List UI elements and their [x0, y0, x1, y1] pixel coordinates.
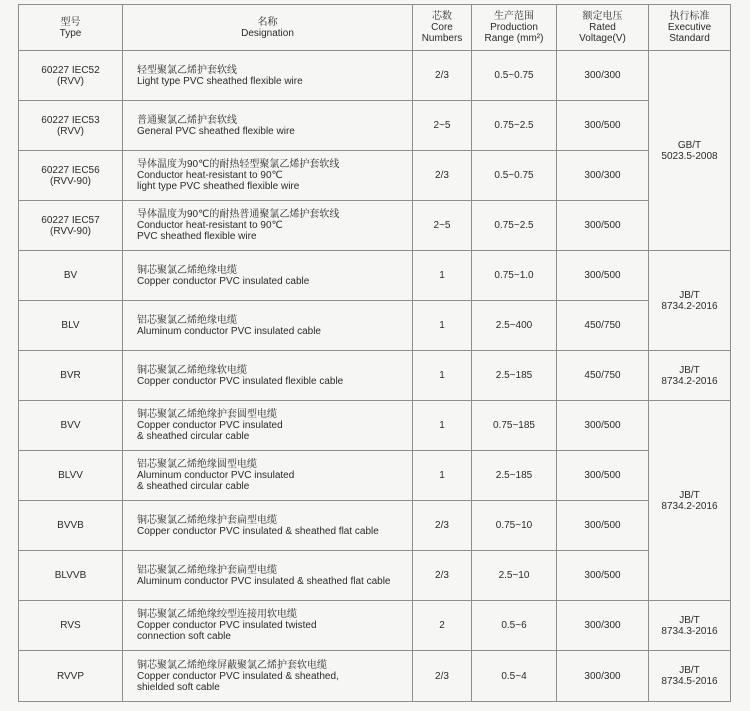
- type-cell: BVR: [19, 351, 123, 401]
- header-rated-voltage: 额定电压 Rated Voltage(V): [557, 5, 649, 51]
- core-cell: 2/3: [413, 151, 472, 201]
- core-cell: 1: [413, 301, 472, 351]
- table-row: [19, 401, 731, 451]
- type-cell: BVV: [19, 401, 123, 451]
- type-cell: 60227 IEC57 (RVV-90): [19, 201, 123, 251]
- table-row: [19, 451, 731, 501]
- table-row: [19, 251, 731, 301]
- standard-cell: JB/T 8734.2-2016: [649, 351, 731, 401]
- standard-cell: JB/T 8734.2-2016: [649, 401, 731, 601]
- range-cell: 0.5~0.75: [472, 151, 557, 201]
- voltage-cell: 300/300: [557, 51, 649, 101]
- voltage-cell: 300/500: [557, 501, 649, 551]
- core-cell: 1: [413, 351, 472, 401]
- core-cell: 2/3: [413, 551, 472, 601]
- type-cell: BV: [19, 251, 123, 301]
- table-row: [19, 601, 731, 651]
- range-cell: 2.5~10: [472, 551, 557, 601]
- type-cell: BLVVB: [19, 551, 123, 601]
- type-cell: BLVV: [19, 451, 123, 501]
- header-executive-standard: 执行标准 Executive Standard: [649, 5, 731, 51]
- designation-cell: 铜芯聚氯乙烯绝缘绞型连接用软电缆 Copper conductor PVC insulated twisted connection soft cable: [123, 601, 413, 651]
- cable-spec-table: [18, 4, 731, 702]
- table-row: [19, 201, 731, 251]
- voltage-cell: 300/500: [557, 101, 649, 151]
- voltage-cell: 300/500: [557, 251, 649, 301]
- table-row: [19, 501, 731, 551]
- core-cell: 2/3: [413, 51, 472, 101]
- core-cell: 2/3: [413, 651, 472, 702]
- table-row: [19, 151, 731, 201]
- type-cell: 60227 IEC52 (RVV): [19, 51, 123, 101]
- voltage-cell: 300/300: [557, 651, 649, 702]
- voltage-cell: 300/300: [557, 151, 649, 201]
- header-type: 型号 Type: [19, 5, 123, 51]
- standard-cell: GB/T 5023.5-2008: [649, 51, 731, 251]
- range-cell: 2.5~185: [472, 351, 557, 401]
- voltage-cell: 300/500: [557, 451, 649, 501]
- designation-cell: 普通聚氯乙烯护套软线 General PVC sheathed flexible wire: [123, 101, 413, 151]
- range-cell: 0.75~2.5: [472, 101, 557, 151]
- core-cell: 2~5: [413, 101, 472, 151]
- table-row: [19, 351, 731, 401]
- range-cell: 0.5~4: [472, 651, 557, 702]
- designation-cell: 铜芯聚氯乙烯绝缘护套扁型电缆 Copper conductor PVC insulated & sheathed flat cable: [123, 501, 413, 551]
- designation-cell: 铜芯聚氯乙烯绝缘屏蔽聚氯乙烯护套软电缆 Copper conductor PVC insulated & sheathed, shielded soft cable: [123, 651, 413, 702]
- range-cell: 0.75~10: [472, 501, 557, 551]
- voltage-cell: 300/500: [557, 551, 649, 601]
- core-cell: 2: [413, 601, 472, 651]
- designation-cell: 轻型聚氯乙烯护套软线 Light type PVC sheathed flexible wire: [123, 51, 413, 101]
- standard-cell: JB/T 8734.5-2016: [649, 651, 731, 702]
- type-cell: BLV: [19, 301, 123, 351]
- voltage-cell: 450/750: [557, 301, 649, 351]
- voltage-cell: 300/500: [557, 401, 649, 451]
- core-cell: 2~5: [413, 201, 472, 251]
- header-designation: 名称 Designation: [123, 5, 413, 51]
- designation-cell: 铝芯聚氯乙烯绝缘电缆 Aluminum conductor PVC insulated cable: [123, 301, 413, 351]
- designation-cell: 铝芯聚氯乙烯绝缘圆型电缆 Aluminum conductor PVC insulated & sheathed circular cable: [123, 451, 413, 501]
- header-production-range: 生产范围 Production Range (mm²): [472, 5, 557, 51]
- designation-cell: 铜芯聚氯乙烯绝缘电缆 Copper conductor PVC insulated cable: [123, 251, 413, 301]
- table-row: [19, 301, 731, 351]
- range-cell: 0.5~6: [472, 601, 557, 651]
- range-cell: 0.75~1.0: [472, 251, 557, 301]
- type-cell: BVVB: [19, 501, 123, 551]
- designation-cell: 导体温度为90℃的耐热轻型聚氯乙烯护套软线 Conductor heat-resistant to 90℃ light type PVC sheathed flexible wire: [123, 151, 413, 201]
- header-core-numbers: 芯数 Core Numbers: [413, 5, 472, 51]
- designation-cell: 铜芯聚氯乙烯绝缘护套圆型电缆 Copper conductor PVC insulated & sheathed circular cable: [123, 401, 413, 451]
- standard-cell: JB/T 8734.3-2016: [649, 601, 731, 651]
- range-cell: 0.75~2.5: [472, 201, 557, 251]
- voltage-cell: 300/300: [557, 601, 649, 651]
- range-cell: 0.75~185: [472, 401, 557, 451]
- core-cell: 1: [413, 451, 472, 501]
- core-cell: 1: [413, 401, 472, 451]
- standard-cell: JB/T 8734.2-2016: [649, 251, 731, 351]
- designation-cell: 导体温度为90℃的耐热普通聚氯乙烯护套软线 Conductor heat-resistant to 90℃ PVC sheathed flexible wire: [123, 201, 413, 251]
- designation-cell: 铝芯聚氯乙烯绝缘护套扁型电缆 Aluminum conductor PVC insulated & sheathed flat cable: [123, 551, 413, 601]
- table-row: [19, 101, 731, 151]
- type-cell: RVS: [19, 601, 123, 651]
- range-cell: 2.5~400: [472, 301, 557, 351]
- designation-cell: 铜芯聚氯乙烯绝缘软电缆 Copper conductor PVC insulated flexible cable: [123, 351, 413, 401]
- table-header-row: [19, 5, 731, 51]
- core-cell: 2/3: [413, 501, 472, 551]
- table-row: [19, 551, 731, 601]
- voltage-cell: 300/500: [557, 201, 649, 251]
- range-cell: 2.5~185: [472, 451, 557, 501]
- table-row: [19, 651, 731, 702]
- type-cell: 60227 IEC53 (RVV): [19, 101, 123, 151]
- core-cell: 1: [413, 251, 472, 301]
- type-cell: RVVP: [19, 651, 123, 702]
- range-cell: 0.5~0.75: [472, 51, 557, 101]
- type-cell: 60227 IEC56 (RVV-90): [19, 151, 123, 201]
- voltage-cell: 450/750: [557, 351, 649, 401]
- table-row: [19, 51, 731, 101]
